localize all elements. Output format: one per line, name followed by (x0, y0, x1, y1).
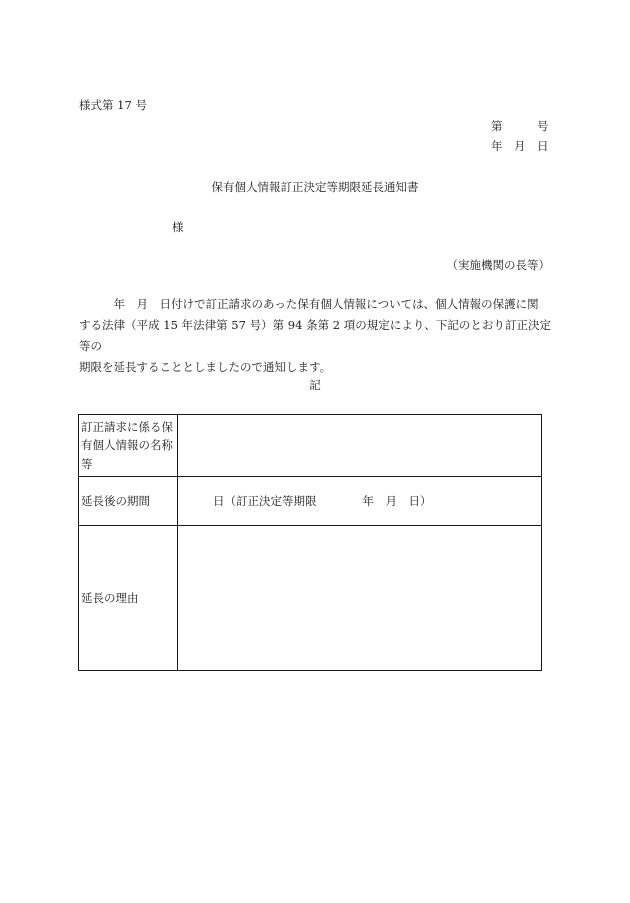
info-name-value (178, 415, 542, 477)
document-date: 年 月 日 (491, 139, 549, 153)
extended-period-label: 延長後の期間 (79, 477, 178, 526)
table-row-extended-period (79, 477, 542, 526)
document-number: 第 号 (491, 119, 549, 133)
ki-heading: 記 (309, 378, 321, 392)
body-line-1: 年 月 日付けで訂正請求のあった保有個人情報については、個人情報の保護に関 (79, 297, 539, 311)
sender-name: （実施機関の長等） (446, 258, 550, 272)
table-row-info-name (79, 415, 542, 477)
form-number: 様式第 17 号 (79, 98, 147, 112)
extended-period-date: 年 月 日） (362, 493, 432, 508)
document-title: 保有個人情報訂正決定等期限延長通知書 (211, 180, 419, 194)
notice-table (78, 414, 542, 671)
info-name-label: 訂正請求に係る保有個人情報の名称等 (79, 415, 178, 477)
body-line-3: 期限を延長することとしましたので通知します。 (79, 360, 332, 374)
body-line-2: する法律（平成 15 年法律第 57 号）第 94 条第 2 項の規定により、下記のとおり訂正決定等の (79, 318, 551, 353)
body-paragraph (79, 294, 551, 378)
extension-reason-value (178, 526, 542, 671)
extended-period-value (178, 477, 542, 526)
table-row-extension-reason (79, 526, 542, 671)
extension-reason-label: 延長の理由 (79, 526, 178, 671)
extended-period-prefix: 日（訂正決定等期限 (213, 493, 317, 508)
addressee-honorific: 様 (172, 220, 184, 234)
